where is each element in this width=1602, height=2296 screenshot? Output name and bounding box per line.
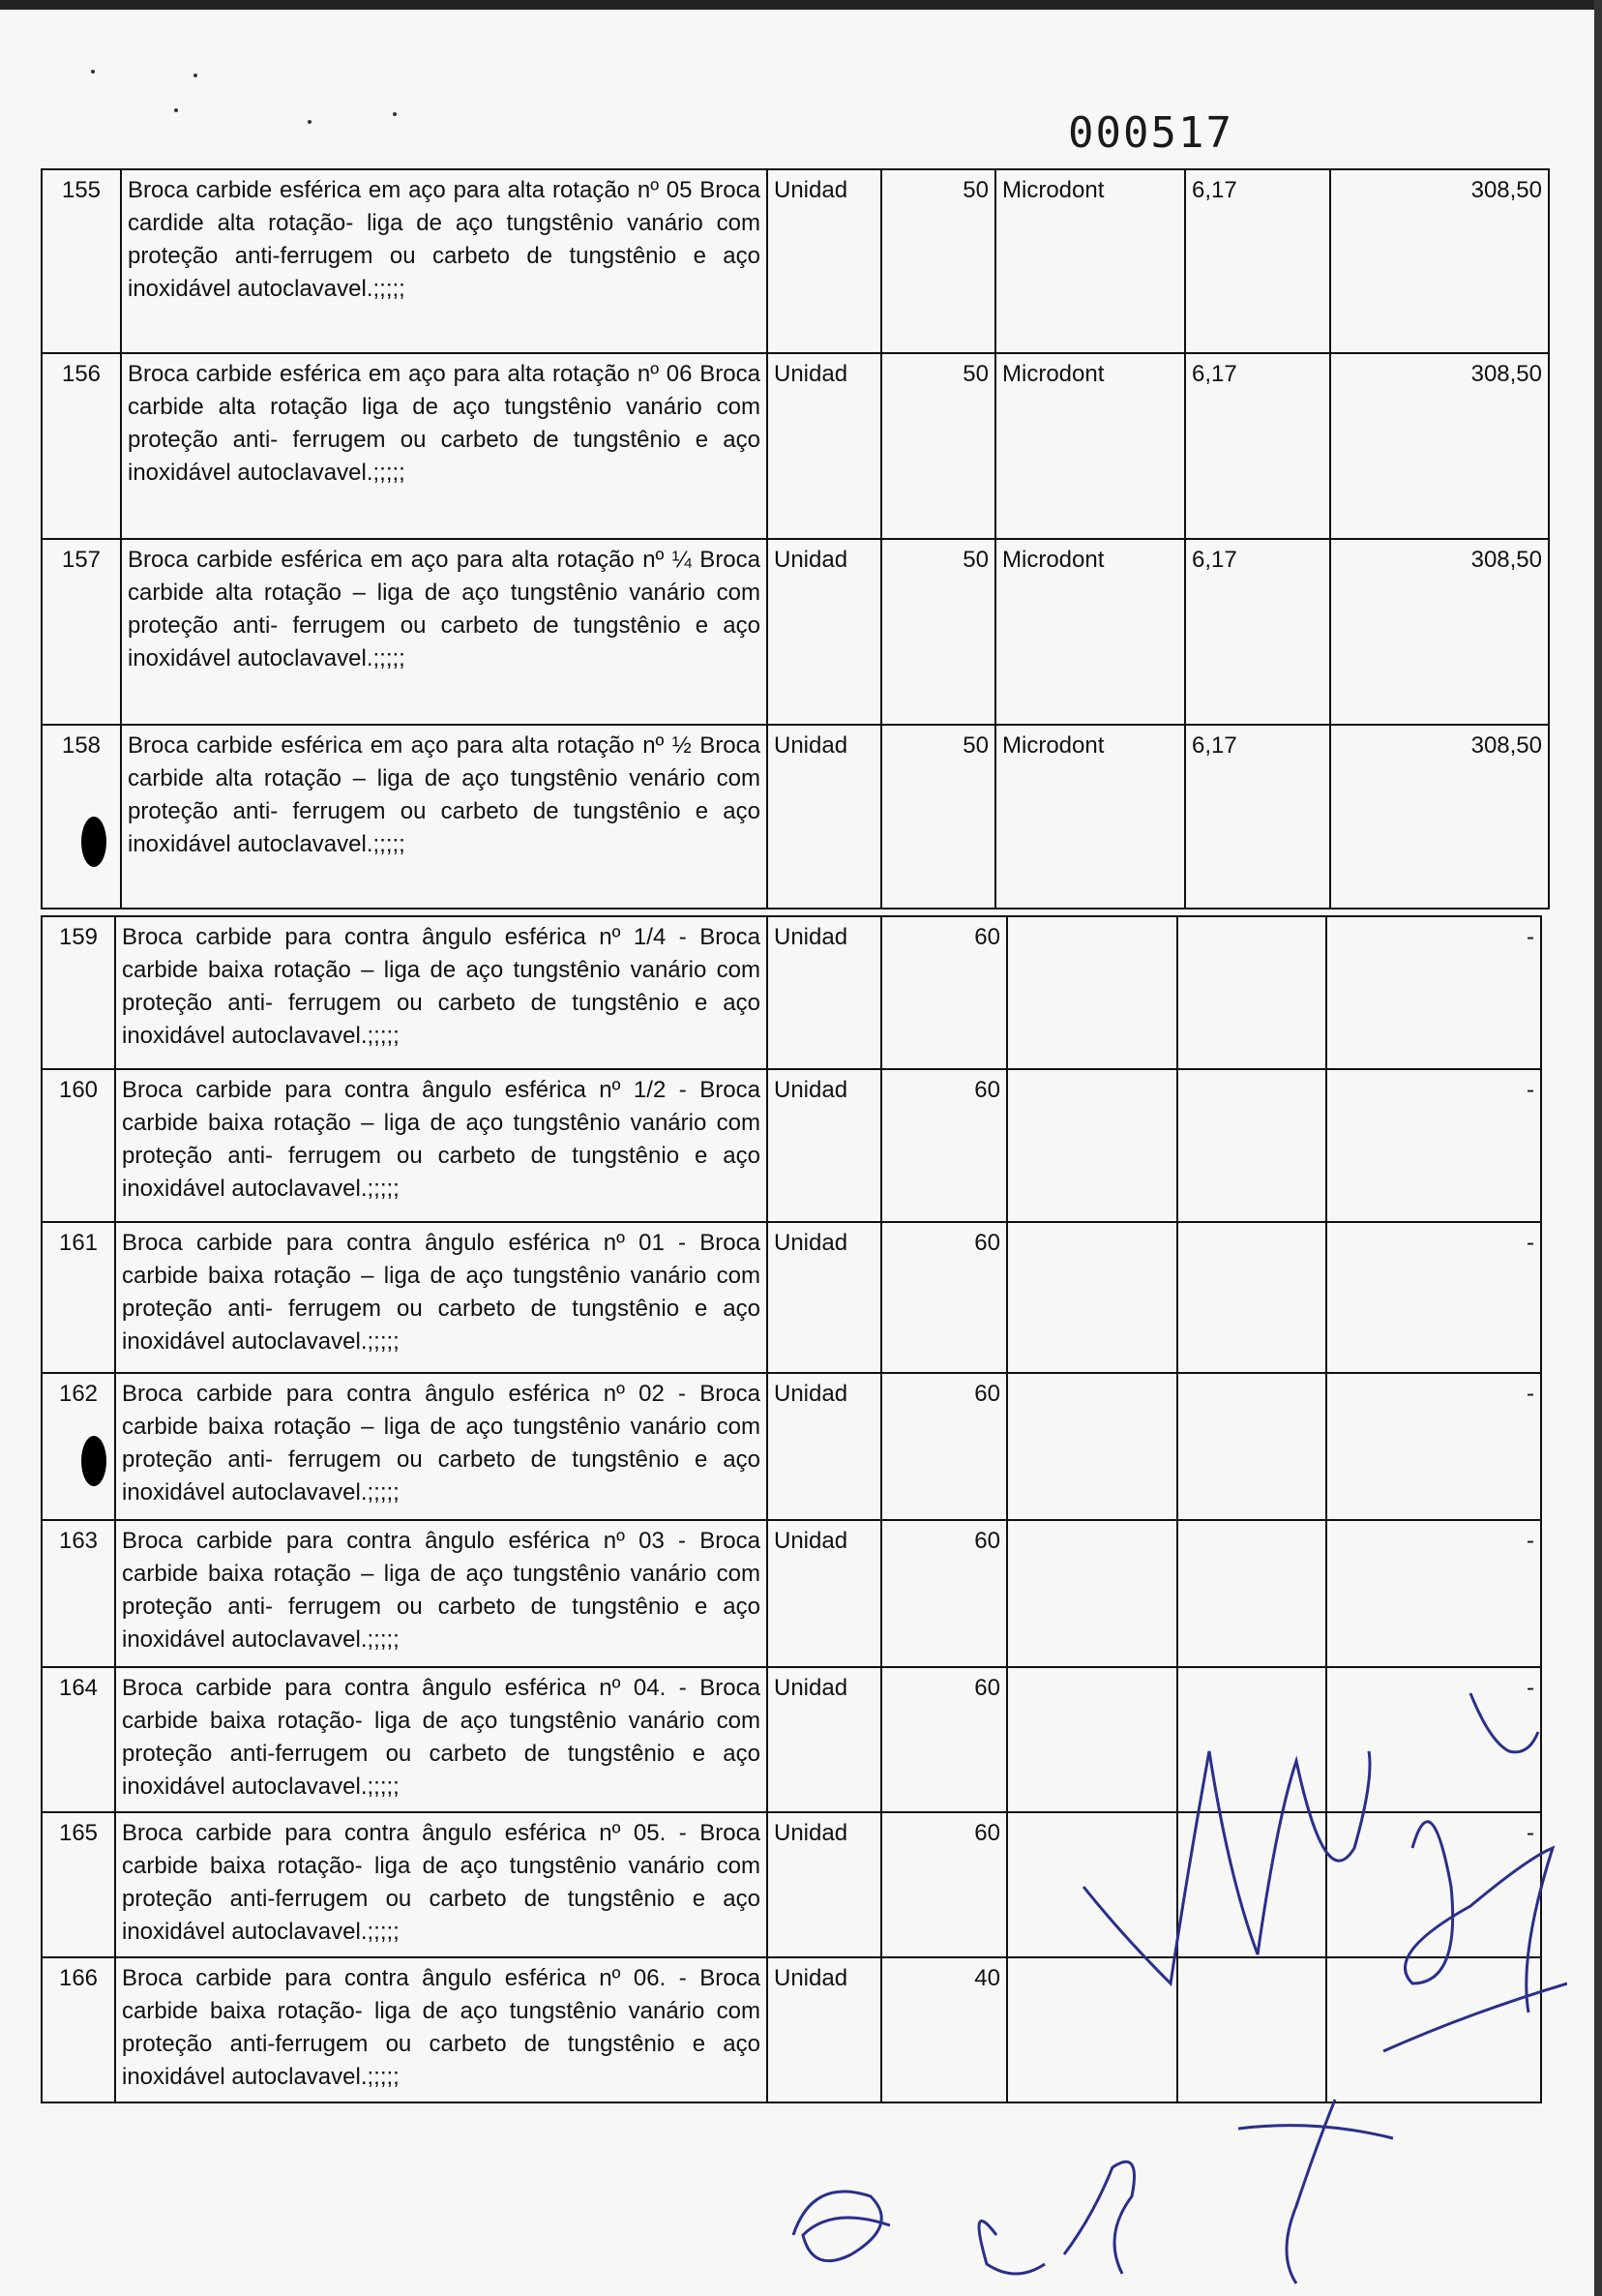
unit-cell: Unidad: [767, 539, 881, 725]
quantity-cell: 60: [881, 1812, 1007, 1957]
item-description-cell: Broca carbide esférica em aço para alta rotação nº ¼ Broca carbide alta rotação – liga de aço tungstênio vanário com proteção anti- ferrugem ou carbeto de tungstênio e aço inoxidável autoclavavel.;;;;;: [121, 539, 767, 725]
unit-cell: Unidad: [767, 1957, 881, 2102]
quantity-cell: 60: [881, 1069, 1007, 1222]
table-row: [42, 539, 1549, 725]
total-price-cell: 308,50: [1330, 539, 1549, 725]
total-price-cell: -: [1326, 1069, 1541, 1222]
unit-cell: Unidad: [767, 725, 881, 909]
brand-cell: Microdont: [995, 725, 1185, 909]
unit-cell: Unidad: [767, 1812, 881, 1957]
items-table-priced: [41, 168, 1550, 909]
row-number-cell: 156: [42, 353, 121, 539]
table-row: [42, 169, 1549, 353]
unit-price-cell: [1177, 1069, 1326, 1222]
quantity-cell: 60: [881, 1373, 1007, 1520]
item-description-cell: Broca carbide esférica em aço para alta rotação nº ½ Broca carbide alta rotação – liga de aço tungstênio venário com proteção anti- ferrugem ou carbeto de tungstênio e aço inoxidável autoclavavel.;;;;;: [121, 725, 767, 909]
quantity-cell: 50: [881, 353, 995, 539]
row-number-cell: 159: [42, 916, 115, 1069]
table-row: [42, 916, 1541, 1069]
unit-cell: Unidad: [767, 1667, 881, 1812]
unit-cell: Unidad: [767, 1520, 881, 1667]
row-number-cell: 166: [42, 1957, 115, 2102]
unit-price-cell: 6,17: [1185, 725, 1330, 909]
item-description-cell: Broca carbide para contra ângulo esférica nº 06. - Broca carbide baixa rotação- liga de aço tungstênio vanário com proteção anti-ferrugem ou carbeto de tungstênio e aço inoxidável autoclavavel.;;;;;: [115, 1957, 767, 2102]
row-number-cell: 155: [42, 169, 121, 353]
row-number-cell: 162: [42, 1373, 115, 1520]
total-price-cell: 308,50: [1330, 169, 1549, 353]
total-price-cell: -: [1326, 916, 1541, 1069]
row-number-cell: 161: [42, 1222, 115, 1373]
row-number-cell: 157: [42, 539, 121, 725]
scan-speck: [308, 120, 312, 124]
quantity-cell: 60: [881, 1520, 1007, 1667]
unit-cell: Unidad: [767, 1069, 881, 1222]
brand-cell: [1007, 1373, 1177, 1520]
item-description-cell: Broca carbide para contra ângulo esférica nº 03 - Broca carbide baixa rotação – liga de aço tungstênio vanário com proteção anti- ferrugem ou carbeto de tungstênio e aço inoxidável autoclavavel.;;;;;: [115, 1520, 767, 1667]
quantity-cell: 40: [881, 1957, 1007, 2102]
page-number-stamp: 000517: [1068, 108, 1233, 158]
brand-cell: [1007, 1222, 1177, 1373]
binder-hole: [81, 1436, 106, 1486]
item-description-cell: Broca carbide para contra ângulo esférica nº 1/2 - Broca carbide baixa rotação – liga de aço tungstênio vanário com proteção anti- ferrugem ou carbeto de tungstênio e aço inoxidável autoclavavel.;;;;;: [115, 1069, 767, 1222]
scan-speck: [393, 112, 397, 116]
binder-hole: [81, 817, 106, 867]
brand-cell: Microdont: [995, 353, 1185, 539]
total-price-cell: -: [1326, 1667, 1541, 1812]
brand-cell: [1007, 1069, 1177, 1222]
brand-cell: Microdont: [995, 169, 1185, 353]
item-description-cell: Broca carbide para contra ângulo esférica nº 04. - Broca carbide baixa rotação- liga de aço tungstênio vanário com proteção anti-ferrugem ou carbeto de tungstênio e aço inoxidável autoclavavel.;;;;;: [115, 1667, 767, 1812]
total-price-cell: -: [1326, 1812, 1541, 1957]
row-number-cell: 158: [42, 725, 121, 909]
total-price-cell: -: [1326, 1373, 1541, 1520]
total-price-cell: -: [1326, 1222, 1541, 1373]
unit-cell: Unidad: [767, 169, 881, 353]
unit-cell: Unidad: [767, 916, 881, 1069]
row-number-cell: 163: [42, 1520, 115, 1667]
quantity-cell: 50: [881, 539, 995, 725]
unit-price-cell: 6,17: [1185, 169, 1330, 353]
handwritten-signature-right: [1064, 1664, 1567, 2071]
scan-speck: [193, 74, 197, 77]
item-description-cell: Broca carbide esférica em aço para alta rotação nº 05 Broca cardide alta rotação- liga de aço tungstênio vanário com proteção anti-ferrugem ou carbeto de tungstênio e aço inoxidável autoclavavel.;;;;;: [121, 169, 767, 353]
table-row: [42, 725, 1549, 909]
item-description-cell: Broca carbide para contra ângulo esférica nº 1/4 - Broca carbide baixa rotação – liga de aço tungstênio vanário com proteção anti- ferrugem ou carbeto de tungstênio e aço inoxidável autoclavavel.;;;;;: [115, 916, 767, 1069]
scan-speck: [91, 70, 95, 74]
quantity-cell: 50: [881, 725, 995, 909]
unit-price-cell: [1177, 1373, 1326, 1520]
table-row: [42, 1222, 1541, 1373]
quantity-cell: 60: [881, 1667, 1007, 1812]
brand-cell: Microdont: [995, 539, 1185, 725]
table-row: [42, 1069, 1541, 1222]
row-number-cell: 160: [42, 1069, 115, 1222]
row-number-cell: 165: [42, 1812, 115, 1957]
brand-cell: [1007, 916, 1177, 1069]
handwritten-initials-bottom: [774, 2090, 1451, 2293]
unit-price-cell: 6,17: [1185, 539, 1330, 725]
unit-price-cell: [1177, 1222, 1326, 1373]
unit-price-cell: 6,17: [1185, 353, 1330, 539]
total-price-cell: 308,50: [1330, 353, 1549, 539]
quantity-cell: 60: [881, 1222, 1007, 1373]
item-description-cell: Broca carbide para contra ângulo esférica nº 05. - Broca carbide baixa rotação- liga de aço tungstênio vanário com proteção anti-ferrugem ou carbeto de tungstênio e aço inoxidável autoclavavel.;;;;;: [115, 1812, 767, 1957]
quantity-cell: 60: [881, 916, 1007, 1069]
brand-cell: [1007, 1520, 1177, 1667]
scan-right-edge: [1594, 0, 1602, 2296]
table-row: [42, 1373, 1541, 1520]
row-number-cell: 164: [42, 1667, 115, 1812]
quantity-cell: 50: [881, 169, 995, 353]
unit-price-cell: [1177, 1520, 1326, 1667]
unit-cell: Unidad: [767, 1222, 881, 1373]
scan-top-edge: [0, 0, 1602, 10]
scan-speck: [174, 108, 178, 112]
item-description-cell: Broca carbide para contra ângulo esférica nº 01 - Broca carbide baixa rotação – liga de aço tungstênio vanário com proteção anti- ferrugem ou carbeto de tungstênio e aço inoxidável autoclavavel.;;;;;: [115, 1222, 767, 1373]
table-row: [42, 353, 1549, 539]
unit-cell: Unidad: [767, 1373, 881, 1520]
total-price-cell: 308,50: [1330, 725, 1549, 909]
unit-cell: Unidad: [767, 353, 881, 539]
item-description-cell: Broca carbide para contra ângulo esférica nº 02 - Broca carbide baixa rotação – liga de aço tungstênio vanário com proteção anti- ferrugem ou carbeto de tungstênio e aço inoxidável autoclavavel.;;;;;: [115, 1373, 767, 1520]
total-price-cell: -: [1326, 1520, 1541, 1667]
unit-price-cell: [1177, 916, 1326, 1069]
table-row: [42, 1520, 1541, 1667]
item-description-cell: Broca carbide esférica em aço para alta rotação nº 06 Broca carbide alta rotação liga de aço tungstênio vanário com proteção anti- ferrugem ou carbeto de tungstênio e aço inoxidável autoclavavel.;;;;;: [121, 353, 767, 539]
